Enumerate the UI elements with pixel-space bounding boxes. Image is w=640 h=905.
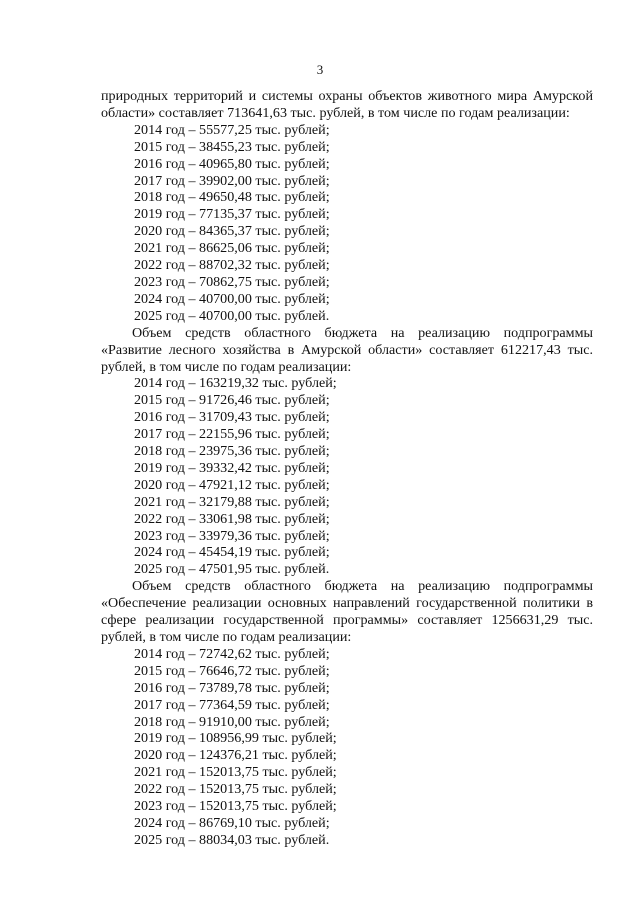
year-item: 2017 год – 39902,00 тыс. рублей;	[134, 172, 330, 189]
year-item: 2018 год – 91910,00 тыс. рублей;	[134, 713, 330, 730]
document-body	[101, 88, 593, 849]
year-item: 2023 год – 70862,75 тыс. рублей;	[134, 273, 330, 290]
page-number: 3	[316, 62, 324, 77]
year-item: 2020 год – 47921,12 тыс. рублей;	[134, 476, 330, 493]
year-item: 2021 год – 86625,06 тыс. рублей;	[134, 240, 330, 257]
year-item: 2022 год – 152013,75 тыс. рублей;	[134, 781, 337, 798]
year-item: 2018 год – 49650,48 тыс. рублей;	[134, 189, 330, 206]
year-item: 2016 год – 73789,78 тыс. рублей;	[134, 679, 330, 696]
year-item: 2022 год – 33061,98 тыс. рублей;	[134, 510, 330, 527]
year-item: 2023 год – 152013,75 тыс. рублей;	[134, 798, 337, 815]
year-item: 2024 год – 45454,19 тыс. рублей;	[134, 544, 330, 561]
year-item: 2024 год – 86769,10 тыс. рублей;	[134, 814, 330, 831]
year-item: 2018 год – 23975,36 тыс. рублей;	[134, 443, 330, 460]
year-item: 2017 год – 22155,96 тыс. рублей;	[134, 426, 330, 443]
year-item: 2019 год – 39332,42 тыс. рублей;	[134, 459, 330, 476]
year-item: 2025 год – 40700,00 тыс. рублей.	[134, 307, 330, 324]
support-year-list	[101, 646, 593, 849]
year-item: 2021 год – 152013,75 тыс. рублей;	[134, 764, 337, 781]
year-item: 2025 год – 47501,95 тыс. рублей.	[134, 561, 330, 578]
support-paragraph: Объем средств областного бюджета на реализацию подпрограммы «Обеспечение реализации основных направлений государственной политики в сфере реализации государственной программы» составляет 1256631,29 тыс. рублей, в том числе по годам реализации:	[101, 578, 593, 645]
opening-year-list	[101, 122, 593, 325]
forestry-year-list	[101, 375, 593, 578]
year-item: 2019 год – 77135,37 тыс. рублей;	[134, 206, 330, 223]
year-item: 2014 год – 55577,25 тыс. рублей;	[134, 121, 330, 138]
year-item: 2025 год – 88034,03 тыс. рублей.	[134, 831, 330, 848]
year-item: 2021 год – 32179,88 тыс. рублей;	[134, 493, 330, 510]
year-item: 2023 год – 33979,36 тыс. рублей;	[134, 527, 330, 544]
year-item: 2020 год – 124376,21 тыс. рублей;	[134, 747, 337, 764]
year-item: 2015 год – 76646,72 тыс. рублей;	[134, 662, 330, 679]
year-item: 2024 год – 40700,00 тыс. рублей;	[134, 290, 330, 307]
year-item: 2019 год – 108956,99 тыс. рублей;	[134, 730, 337, 747]
year-item: 2020 год – 84365,37 тыс. рублей;	[134, 223, 330, 240]
year-item: 2016 год – 31709,43 тыс. рублей;	[134, 409, 330, 426]
year-item: 2014 год – 72742,62 тыс. рублей;	[134, 645, 330, 662]
year-item: 2014 год – 163219,32 тыс. рублей;	[134, 375, 337, 392]
opening-paragraph: природных территорий и системы охраны объектов животного мира Амурской области» составляет 713641,63 тыс. рублей, в том числе по годам реализации:	[101, 88, 593, 121]
year-item: 2016 год – 40965,80 тыс. рублей;	[134, 155, 330, 172]
forestry-paragraph: Объем средств областного бюджета на реализацию подпрограммы «Развитие лесного хозяйства в Амурской области» составляет 612217,43 тыс. рублей, в том числе по годам реализации:	[101, 324, 593, 375]
year-item: 2017 год – 77364,59 тыс. рублей;	[134, 696, 330, 713]
year-item: 2015 год – 38455,23 тыс. рублей;	[134, 138, 330, 155]
year-item: 2015 год – 91726,46 тыс. рублей;	[134, 392, 330, 409]
year-item: 2022 год – 88702,32 тыс. рублей;	[134, 257, 330, 274]
